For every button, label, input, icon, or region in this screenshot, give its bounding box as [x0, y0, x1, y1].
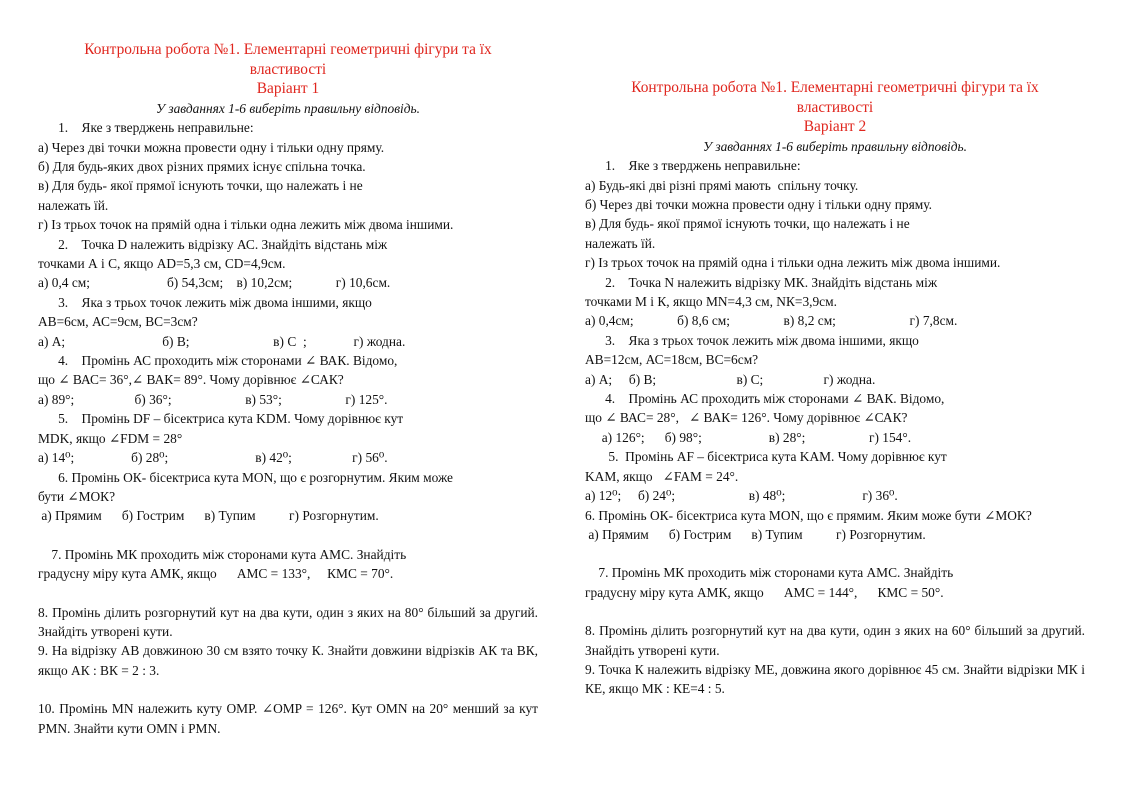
question-line: АВ=12см, АС=18см, ВС=6см?	[585, 352, 759, 368]
answer-line: г) Із трьох точок на прямій одна і тільки одна лежить між двома іншими.	[585, 255, 1001, 271]
answer-line: б) Через дві точки можна провести одну і тільки одну пряму.	[585, 197, 932, 212]
question-9: 9. На відрізку АВ довжиною 30 см взято точку К. Знайти довжини відрізків АК та ВК, якщо АК : ВК = 2 : 3.	[38, 643, 538, 678]
question-line: 2. Точка D належить відрізку АС. Знайдіть відстань між	[38, 236, 388, 252]
answer-line: а) Прямим б) Гострим в) Тупим г) Розгорнутим.	[38, 508, 379, 524]
answer-line: в) Для будь- якої прямої існують точки, що належать і не	[38, 178, 363, 194]
question-line: точками А і С, якщо AD=5,3 см, СD=4,9см.	[38, 256, 286, 272]
question-9: 9. Точка К належить відрізку МЕ, довжина якого дорівнює 45 см. Знайти відрізки МК і КЕ, якщо МК : КЕ=4 : 5.	[585, 661, 1085, 697]
question-line: 2. Точка N належить відрізку МК. Знайдіть відстань між	[585, 274, 938, 290]
instruction: У завданнях 1-6 виберіть правильну відповідь.	[156, 100, 420, 116]
question-line: MDK, якщо ∠FDM = 28°	[38, 430, 183, 446]
answer-line: а) Будь-які дві різні прямі мають спільну точку.	[585, 177, 859, 193]
question-line: 3. Яка з трьох точок лежить між двома іншими, якщо	[38, 294, 372, 310]
question-line: бути ∠МОК?	[38, 488, 116, 504]
question-8: 8. Промінь ділить розгорнутий кут на два кути, один з яких на 80° більший за другий. Знайдіть утворені кути.	[38, 604, 538, 639]
answer-line: а) Через дві точки можна провести одну і тільки одну пряму.	[38, 139, 385, 155]
question-line: 4. Промінь АС проходить між сторонами ∠ ВАК. Відомо,	[585, 391, 945, 407]
question-line: 5. Промінь DF – бісектриса кута KDM. Чому дорівнює кут	[38, 411, 404, 427]
variant-2-column	[585, 78, 1085, 699]
question-line: 7. Промінь МК проходить між сторонами кута АМС. Знайдіть	[585, 565, 954, 581]
question-line: 6. Промінь ОК- бісектриса кута МОN, що є прямим. Яким може бути ∠МОК?	[585, 507, 1032, 523]
question-line: точками М і К, якщо MN=4,3 см, NК=3,9см.	[585, 294, 837, 310]
test-title: Контрольна робота №1. Елементарні геометричні фігури та їх властивості Варіант 2	[585, 78, 1085, 137]
answer-line: а) 0,4см; б) 8,6 см; в) 8,2 см; г) 7,8см.	[585, 313, 958, 329]
answer-line: а) А; б) В; в) С ; г) жодна.	[38, 333, 406, 349]
question-line: KAM, якщо ∠FAM = 24°.	[585, 468, 739, 484]
question-line: АВ=6см, АС=9см, ВС=3см?	[38, 314, 198, 330]
question-line: градусну міру кута АМК, якщо АМС = 144°, КМС = 50°.	[585, 584, 944, 600]
variant-label: Варіант 2	[803, 118, 867, 136]
question-line: що ∠ ВАС= 36°,∠ ВАК= 89°. Чому дорівнює ∠САК?	[38, 372, 344, 388]
question-line: 4. Промінь АС проходить між сторонами ∠ ВАК. Відомо,	[38, 353, 398, 369]
answer-line: а) 89°; б) 36°; в) 53°; г) 125°.	[38, 391, 388, 407]
answer-line: в) Для будь- якої прямої існують точки, що належать і не	[585, 216, 910, 232]
question-line: 6. Промінь ОК- бісектриса кута МОN, що є розгорнутим. Яким може	[38, 469, 453, 485]
answer-line: а) 126°; б) 98°; в) 28°; г) 154°.	[585, 429, 912, 445]
answer-line: а) 0,4 см; б) 54,3см; в) 10,2см; г) 10,6см.	[38, 275, 391, 291]
answer-line: г) Із трьох точок на прямій одна і тільки одна лежить між двома іншими.	[38, 217, 454, 233]
answer-line: належать їй.	[585, 235, 656, 251]
answer-line: належать їй.	[38, 197, 109, 213]
instruction: У завданнях 1-6 виберіть правильну відповідь.	[703, 138, 967, 154]
test-title: Контрольна робота №1. Елементарні геометричні фігури та їх властивості Варіант 1	[38, 40, 538, 99]
question-line: 1. Яке з тверджень неправильне:	[585, 158, 801, 174]
answer-line: а) 14⁰; б) 28⁰; в) 42⁰; г) 56⁰.	[38, 450, 388, 466]
answer-line: а) А; б) В; в) С; г) жодна.	[585, 371, 876, 387]
question-10: 10. Промінь MN належить куту OMP. ∠OMP = 126°. Кут OMN на 20° менший за кут PMN. Знайти кути OMN і PMN.	[38, 701, 538, 736]
question-line: 5. Промінь AF – бісектриса кута KAM. Чому дорівнює кут	[585, 449, 947, 465]
answer-line: б) Для будь-яких двох різних прямих існує спільна точка.	[38, 159, 366, 174]
question-line: 7. Промінь МК проходить між сторонами кута АМС. Знайдіть	[38, 546, 407, 562]
question-8: 8. Промінь ділить розгорнутий кут на два кути, один з яких на 60° більший за другий. Знайдіть утворені кути.	[585, 623, 1085, 658]
variant-label: Варіант 1	[256, 80, 320, 98]
answer-line: а) 12⁰; б) 24⁰; в) 48⁰; г) 36⁰.	[585, 488, 898, 504]
question-line: 3. Яка з трьох точок лежить між двома іншими, якщо	[585, 332, 919, 348]
question-line: градусну міру кута АМК, якщо АМС = 133°, КМС = 70°.	[38, 566, 394, 582]
question-line: що ∠ ВАС= 28°, ∠ ВАК= 126°. Чому дорівнює ∠САК?	[585, 410, 908, 426]
question-line: 1. Яке з тверджень неправильне:	[38, 120, 254, 136]
answer-line: а) Прямим б) Гострим в) Тупим г) Розгорнутим.	[585, 526, 926, 542]
variant-1-column	[38, 40, 538, 738]
